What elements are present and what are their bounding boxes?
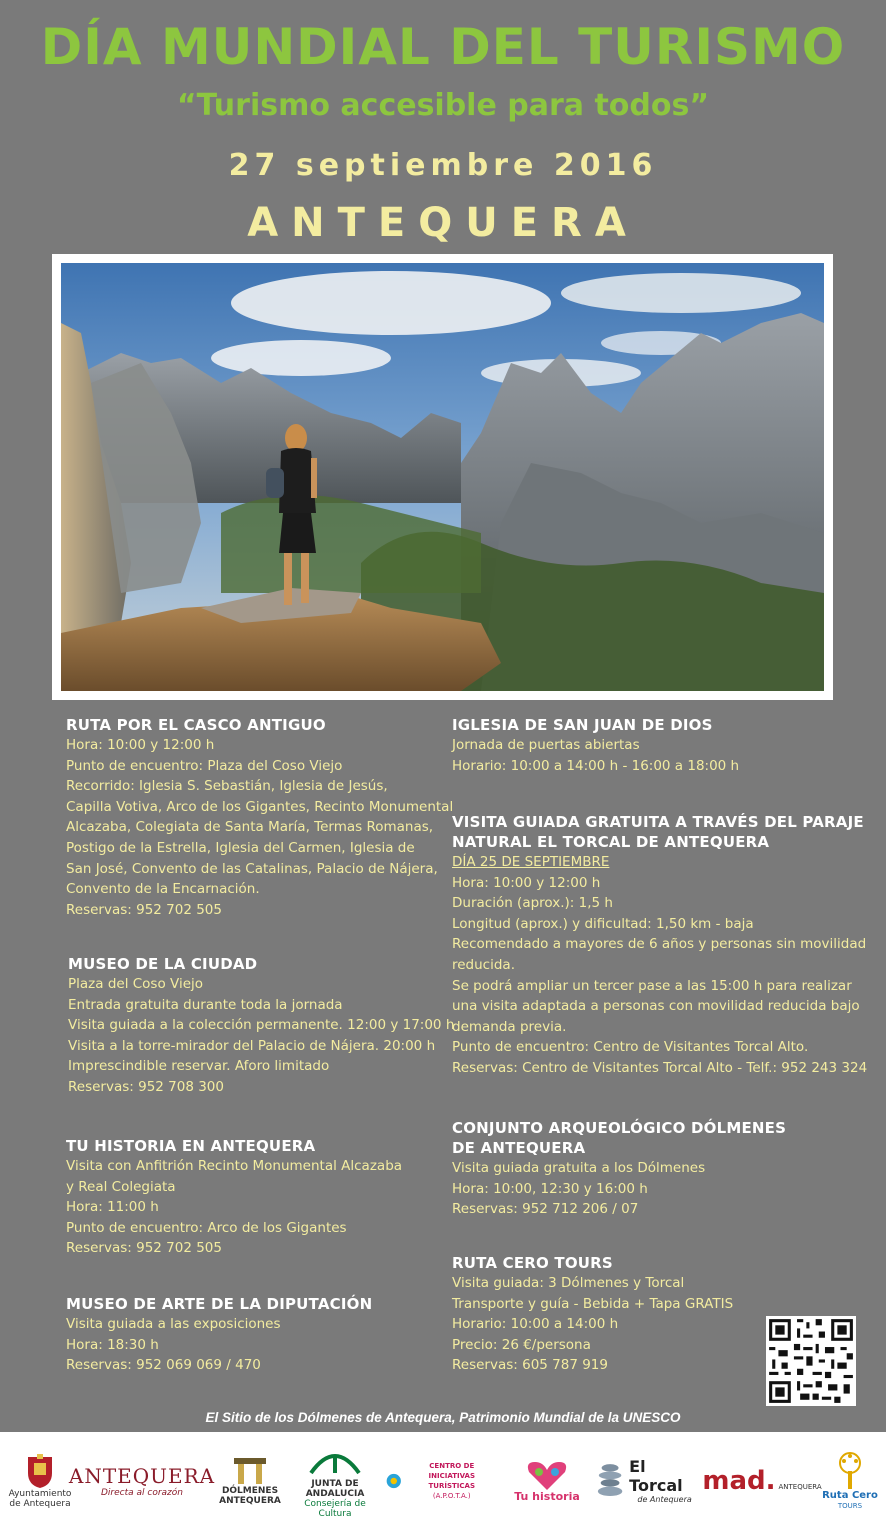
info-line: Recorrido: Iglesia S. Sebastián, Iglesia de Jesús, bbox=[66, 778, 388, 795]
info-line: Recomendado a mayores de 6 años y personas sin movilidad bbox=[452, 936, 867, 953]
logo-ruta-cero[interactable] bbox=[820, 1432, 880, 1530]
section-torcal bbox=[452, 812, 872, 1079]
logo-tu-historia[interactable] bbox=[510, 1432, 584, 1530]
info-line: Visita guiada a las exposiciones bbox=[66, 1316, 281, 1332]
dolmen-icon bbox=[232, 1456, 268, 1486]
logo-label: JUNTA DE ANDALUCIA bbox=[305, 1479, 365, 1499]
info-line: Plaza del Coso Viejo bbox=[68, 976, 204, 992]
info-line: Hora: 10:00 y 12:00 h bbox=[66, 737, 215, 753]
section-title: VISITA GUIADA GRATUITA A TRAVÉS DEL PARAJE bbox=[452, 813, 864, 831]
logo-label: Ayuntamiento de Antequera bbox=[8, 1489, 72, 1509]
sponsor-logos-bar bbox=[0, 1432, 886, 1530]
section-dolmenes bbox=[452, 1118, 852, 1220]
section-title: MUSEO DE LA CIUDAD bbox=[68, 955, 258, 973]
unesco-footer: El Sitio de los Dólmenes de Antequera, Patrimonio Mundial de la UNESCO bbox=[205, 1410, 681, 1425]
info-line: Alcazaba, Colegiata de Santa María, Termas Romanas, bbox=[66, 819, 434, 836]
coat-of-arms-icon bbox=[25, 1453, 55, 1489]
logo-label: mad. bbox=[702, 1466, 776, 1496]
section-title: TU HISTORIA EN ANTEQUERA bbox=[66, 1137, 316, 1155]
info-line: Horario: 10:00 a 14:00 h - 16:00 a 18:00 h bbox=[452, 757, 740, 774]
logo-label: Tu historia bbox=[514, 1490, 580, 1503]
section-museo-arte bbox=[66, 1294, 466, 1376]
logo-centro-iniciativas[interactable] bbox=[386, 1432, 498, 1530]
info-line: Entrada gratuita durante toda la jornada bbox=[68, 996, 343, 1013]
logo-antequera[interactable] bbox=[68, 1432, 216, 1530]
logo-label: ANTEQUERA bbox=[68, 1464, 216, 1488]
info-line: Hora: 10:00, 12:30 y 16:00 h bbox=[452, 1180, 648, 1197]
section-ruta-casco-antiguo bbox=[66, 715, 466, 920]
info-line: Postigo de la Estrella, Iglesia del Carmen, Iglesia de bbox=[66, 839, 415, 856]
info-line: Reservas: Centro de Visitantes Torcal Alto - Telf.: 952 243 324 bbox=[452, 1059, 868, 1076]
poster-title: DÍA MUNDIAL DEL TURISMO bbox=[40, 18, 846, 76]
info-line: Reservas: 952 069 069 / 470 bbox=[66, 1357, 261, 1374]
logo-sublabel: (A.P.O.T.A.) bbox=[432, 1492, 471, 1500]
qr-code[interactable] bbox=[766, 1316, 856, 1406]
section-museo-ciudad bbox=[68, 954, 468, 1098]
section-title: CONJUNTO ARQUEOLÓGICO DÓLMENES bbox=[452, 1119, 787, 1137]
tree-icon bbox=[833, 1451, 867, 1491]
stacked-rocks-icon bbox=[596, 1461, 624, 1501]
section-title: DE ANTEQUERA bbox=[452, 1139, 586, 1157]
info-line: Imprescindible reservar. Aforo limitado bbox=[68, 1058, 330, 1075]
info-line: Reservas: 952 708 300 bbox=[68, 1078, 224, 1095]
info-line: Reservas: 952 702 505 bbox=[66, 1240, 222, 1257]
logo-sublabel: TOURS bbox=[837, 1502, 863, 1510]
info-line: Capilla Votiva, Arco de los Gigantes, Recinto Monumental bbox=[66, 798, 454, 815]
photo-frame bbox=[52, 254, 833, 700]
logo-dolmenes[interactable] bbox=[219, 1432, 281, 1530]
info-line: Hora: 11:00 h bbox=[66, 1199, 159, 1216]
info-line: Reservas: 605 787 919 bbox=[452, 1357, 608, 1374]
info-line: y Real Colegiata bbox=[66, 1178, 176, 1195]
info-line: reducida. bbox=[452, 956, 515, 973]
event-date: 27 septiembre 2016 bbox=[228, 148, 658, 183]
info-line: Visita a la torre-mirador del Palacio de Nájera. 20:00 h bbox=[68, 1037, 436, 1054]
info-line: Convento de la Encarnación. bbox=[66, 881, 260, 898]
info-line: Punto de encuentro: Arco de los Gigantes bbox=[66, 1219, 347, 1236]
section-san-juan-de-dios bbox=[452, 715, 852, 776]
cit-emblem-icon bbox=[386, 1469, 402, 1493]
logo-label: Ruta Cero bbox=[822, 1490, 878, 1501]
section-title: NATURAL EL TORCAL DE ANTEQUERA bbox=[452, 833, 770, 851]
section-title: RUTA POR EL CASCO ANTIGUO bbox=[66, 716, 326, 734]
info-line: una visita adaptada a personas con movilidad reducida bajo bbox=[452, 998, 860, 1015]
logo-label: El Torcal bbox=[629, 1457, 683, 1495]
section-title: RUTA CERO TOURS bbox=[452, 1254, 613, 1272]
logo-sublabel: Consejería de Cultura bbox=[304, 1499, 366, 1519]
logo-label: CENTRO DE INICIATIVAS TURÍSTICAS bbox=[428, 1462, 476, 1490]
info-line: Transporte y guía - Bebida + Tapa GRATIS bbox=[452, 1295, 734, 1312]
info-line: Se podrá ampliar un tercer pase a las 15:00 h para realizar bbox=[452, 977, 852, 994]
info-line: Hora: 18:30 h bbox=[66, 1336, 159, 1353]
logo-el-torcal[interactable] bbox=[596, 1432, 700, 1530]
info-line: Punto de encuentro: Plaza del Coso Viejo bbox=[66, 757, 343, 774]
info-line: demanda previa. bbox=[452, 1018, 567, 1035]
info-line: San José, Convento de las Catalinas, Palacio de Nájera, bbox=[66, 860, 438, 877]
info-line: Punto de encuentro: Centro de Visitantes Torcal Alto. bbox=[452, 1039, 809, 1056]
highlight-date: DÍA 25 DE SEPTIEMBRE bbox=[452, 854, 610, 870]
logo-junta-andalucia[interactable] bbox=[296, 1432, 374, 1530]
info-line: Horario: 10:00 a 14:00 h bbox=[452, 1316, 619, 1333]
info-line: Longitud (aprox.) y dificultad: 1,50 km - baja bbox=[452, 915, 754, 932]
logo-mad[interactable] bbox=[702, 1432, 822, 1530]
event-city: ANTEQUERA bbox=[247, 200, 639, 246]
info-line: Visita con Anfitrión Recinto Monumental Alcazaba bbox=[66, 1158, 403, 1174]
info-line: Hora: 10:00 y 12:00 h bbox=[452, 874, 601, 891]
section-tu-historia bbox=[66, 1136, 466, 1259]
info-line: Visita guiada: 3 Dólmenes y Torcal bbox=[452, 1275, 685, 1291]
logo-ayuntamiento[interactable] bbox=[8, 1432, 72, 1530]
info-line: Reservas: 952 702 505 bbox=[66, 901, 222, 918]
heart-map-icon bbox=[525, 1460, 569, 1492]
logo-sublabel: ANTEQUERA bbox=[778, 1483, 822, 1491]
logo-sublabel: de Antequera bbox=[637, 1495, 692, 1504]
torcal-landscape-photo bbox=[61, 263, 824, 691]
info-line: Reservas: 952 712 206 / 07 bbox=[452, 1201, 639, 1218]
logo-label: DÓLMENES ANTEQUERA bbox=[219, 1486, 281, 1506]
info-line: Visita guiada a la colección permanente. 12:00 y 17:00 h bbox=[68, 1017, 455, 1034]
logo-tagline: Directa al corazón bbox=[100, 1488, 183, 1498]
info-line: Precio: 26 €/persona bbox=[452, 1336, 591, 1353]
poster-subtitle: “Turismo accesible para todos” bbox=[176, 88, 710, 123]
info-line: Jornada de puertas abiertas bbox=[452, 737, 640, 753]
junta-emblem-icon bbox=[305, 1443, 365, 1479]
info-line: Duración (aprox.): 1,5 h bbox=[452, 895, 613, 912]
section-title: MUSEO DE ARTE DE LA DIPUTACIÓN bbox=[66, 1295, 373, 1313]
section-title: IGLESIA DE SAN JUAN DE DIOS bbox=[452, 716, 713, 734]
info-line: Visita guiada gratuita a los Dólmenes bbox=[452, 1160, 706, 1176]
